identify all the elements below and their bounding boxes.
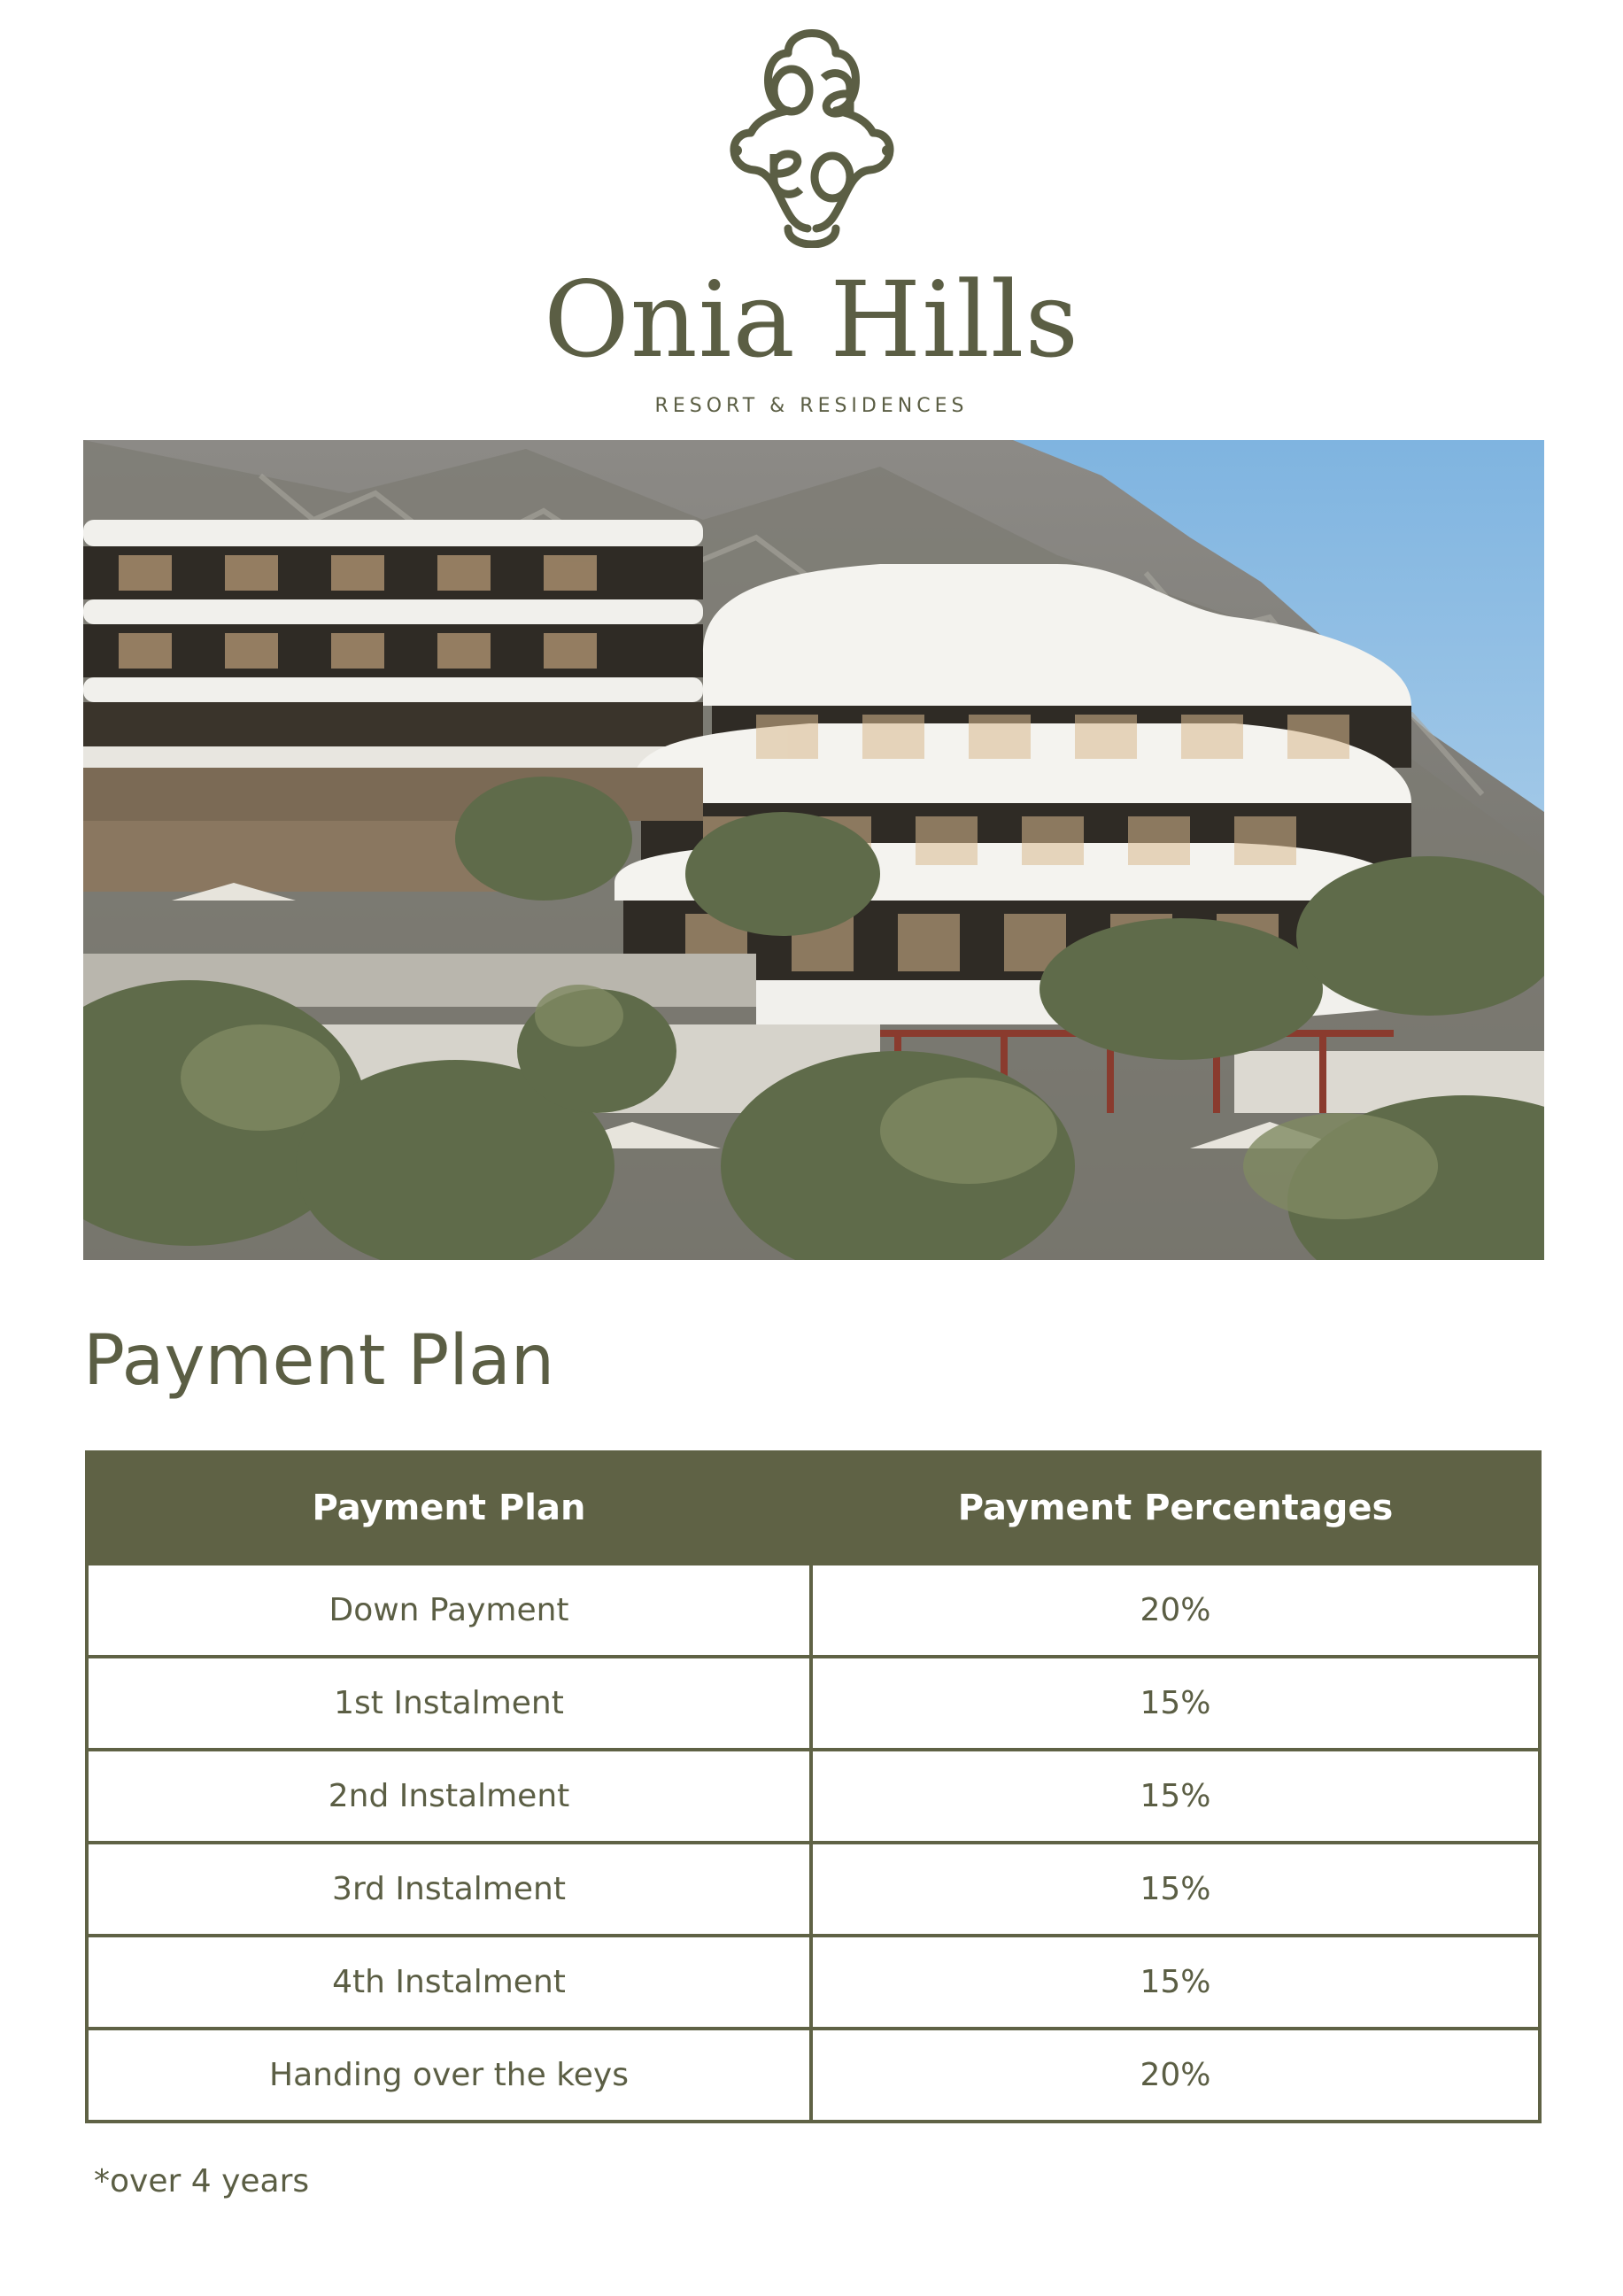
row-label: 2nd Instalment bbox=[87, 1750, 811, 1843]
header-payment-percentages: Payment Percentages bbox=[811, 1452, 1540, 1564]
brand-tagline: RESORT & RESIDENCES bbox=[654, 395, 969, 417]
row-percentage: 20% bbox=[811, 2029, 1540, 2122]
row-percentage: 20% bbox=[811, 1564, 1540, 1657]
monogram-icon bbox=[719, 27, 905, 248]
row-label: Down Payment bbox=[87, 1564, 811, 1657]
row-percentage: 15% bbox=[811, 1936, 1540, 2029]
row-percentage: 15% bbox=[811, 1657, 1540, 1750]
table-row bbox=[87, 1843, 1540, 1936]
row-label: Handing over the keys bbox=[87, 2029, 811, 2122]
footnote: *over 4 years bbox=[94, 2163, 310, 2199]
row-percentage: 15% bbox=[811, 1843, 1540, 1936]
payment-plan-table bbox=[85, 1450, 1542, 2123]
table-row bbox=[87, 2029, 1540, 2122]
table-row bbox=[87, 1657, 1540, 1750]
resort-illustration bbox=[83, 440, 1544, 1260]
row-label: 4th Instalment bbox=[87, 1936, 811, 2029]
table-row bbox=[87, 1750, 1540, 1843]
table-header-row bbox=[87, 1452, 1540, 1564]
row-percentage: 15% bbox=[811, 1750, 1540, 1843]
row-label: 3rd Instalment bbox=[87, 1843, 811, 1936]
row-label: 1st Instalment bbox=[87, 1657, 811, 1750]
hero-image bbox=[83, 440, 1544, 1260]
table-row bbox=[87, 1564, 1540, 1657]
header-payment-plan: Payment Plan bbox=[87, 1452, 811, 1564]
section-title: Payment Plan bbox=[83, 1321, 555, 1401]
brand-name: Onia Hills bbox=[543, 259, 1079, 381]
brand-logo bbox=[0, 27, 1623, 417]
table-row bbox=[87, 1936, 1540, 2029]
